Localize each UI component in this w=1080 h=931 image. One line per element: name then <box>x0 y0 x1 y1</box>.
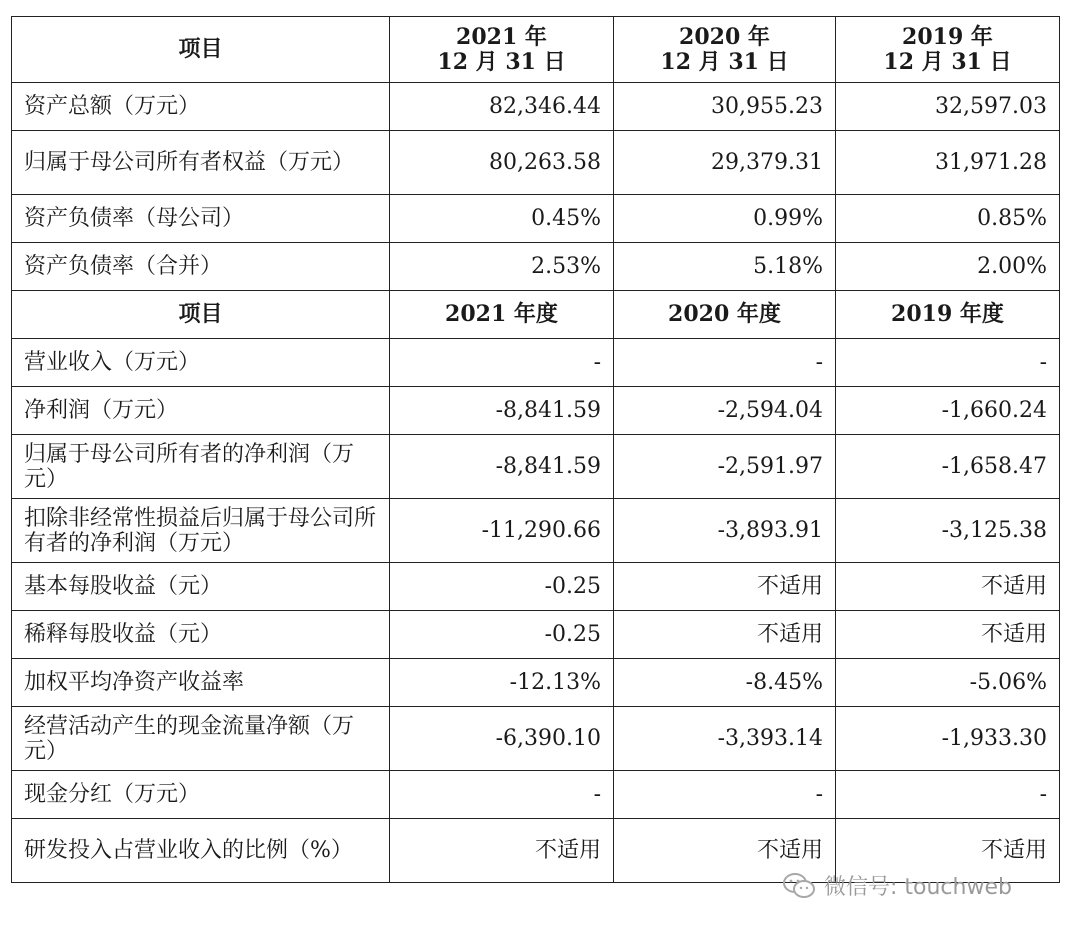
row-label: 扣除非经常性损益后归属于母公司所有者的净利润（万元） <box>12 499 390 563</box>
value-2021: 不适用 <box>390 819 614 883</box>
value-2020: -3,893.91 <box>614 499 836 563</box>
value-2019: -1,658.47 <box>836 435 1060 499</box>
value-2019: -1,660.24 <box>836 387 1060 435</box>
header-row-balance <box>12 17 1060 83</box>
value-2021: 80,263.58 <box>390 131 614 195</box>
table-row-adjusted-net-profit <box>12 499 1060 563</box>
value-2019: - <box>836 339 1060 387</box>
value-2021: - <box>390 339 614 387</box>
row-label: 净利润（万元） <box>12 387 390 435</box>
header-2021-date: 2021 年 12 月 31 日 <box>390 17 614 83</box>
table-row-total-assets <box>12 83 1060 131</box>
value-2019: 0.85% <box>836 195 1060 243</box>
watermark <box>782 870 1012 901</box>
value-2020: 不适用 <box>614 611 836 659</box>
financial-summary-table <box>11 16 1060 883</box>
row-label: 资产负债率（合并） <box>12 243 390 291</box>
row-label: 研发投入占营业收入的比例（%） <box>12 819 390 883</box>
value-2019: 2.00% <box>836 243 1060 291</box>
value-2021: -11,290.66 <box>390 499 614 563</box>
value-2020: - <box>614 339 836 387</box>
value-2019: 32,597.03 <box>836 83 1060 131</box>
header-item: 项目 <box>12 291 390 339</box>
table-row-parent-net-profit <box>12 435 1060 499</box>
value-2020: -3,393.14 <box>614 707 836 771</box>
row-label: 资产总额（万元） <box>12 83 390 131</box>
value-2019: 不适用 <box>836 611 1060 659</box>
value-2019: -5.06% <box>836 659 1060 707</box>
table-row-parent-equity <box>12 131 1060 195</box>
value-2019: 不适用 <box>836 819 1060 883</box>
header-item: 项目 <box>12 17 390 83</box>
value-2020: 29,379.31 <box>614 131 836 195</box>
value-2020: 30,955.23 <box>614 83 836 131</box>
value-2019: - <box>836 771 1060 819</box>
header-2019-year: 2019 年度 <box>836 291 1060 339</box>
row-label: 归属于母公司所有者权益（万元） <box>12 131 390 195</box>
value-2021: -0.25 <box>390 563 614 611</box>
watermark-text: 微信号: touchweb <box>824 875 1012 900</box>
value-2021: -12.13% <box>390 659 614 707</box>
row-label: 现金分红（万元） <box>12 771 390 819</box>
table-row-revenue <box>12 339 1060 387</box>
value-2021: 0.45% <box>390 195 614 243</box>
row-label: 基本每股收益（元） <box>12 563 390 611</box>
value-2021: -6,390.10 <box>390 707 614 771</box>
header-2020-date: 2020 年 12 月 31 日 <box>614 17 836 83</box>
row-label: 营业收入（万元） <box>12 339 390 387</box>
header-2019-date: 2019 年 12 月 31 日 <box>836 17 1060 83</box>
value-2020: 不适用 <box>614 563 836 611</box>
row-label: 归属于母公司所有者的净利润（万元） <box>12 435 390 499</box>
value-2019: 31,971.28 <box>836 131 1060 195</box>
table-row-debt-ratio-parent <box>12 195 1060 243</box>
value-2019: -1,933.30 <box>836 707 1060 771</box>
value-2020: 不适用 <box>614 819 836 883</box>
value-2020: - <box>614 771 836 819</box>
table-row-diluted-eps <box>12 611 1060 659</box>
value-2021: 82,346.44 <box>390 83 614 131</box>
table-row-operating-cash-flow <box>12 707 1060 771</box>
table-row-basic-eps <box>12 563 1060 611</box>
header-2021-year: 2021 年度 <box>390 291 614 339</box>
table-row-roe <box>12 659 1060 707</box>
value-2020: -8.45% <box>614 659 836 707</box>
value-2021: 2.53% <box>390 243 614 291</box>
value-2020: 0.99% <box>614 195 836 243</box>
table-row-debt-ratio-consolidated <box>12 243 1060 291</box>
value-2019: 不适用 <box>836 563 1060 611</box>
value-2019: -3,125.38 <box>836 499 1060 563</box>
value-2020: -2,594.04 <box>614 387 836 435</box>
value-2021: -8,841.59 <box>390 387 614 435</box>
value-2021: -8,841.59 <box>390 435 614 499</box>
table-row-net-profit <box>12 387 1060 435</box>
table-row-cash-dividend <box>12 771 1060 819</box>
row-label: 经营活动产生的现金流量净额（万元） <box>12 707 390 771</box>
value-2020: 5.18% <box>614 243 836 291</box>
row-label: 资产负债率（母公司） <box>12 195 390 243</box>
value-2021: -0.25 <box>390 611 614 659</box>
header-row-income <box>12 291 1060 339</box>
value-2020: -2,591.97 <box>614 435 836 499</box>
value-2021: - <box>390 771 614 819</box>
row-label: 稀释每股收益（元） <box>12 611 390 659</box>
row-label: 加权平均净资产收益率 <box>12 659 390 707</box>
header-2020-year: 2020 年度 <box>614 291 836 339</box>
wechat-icon <box>782 872 816 900</box>
